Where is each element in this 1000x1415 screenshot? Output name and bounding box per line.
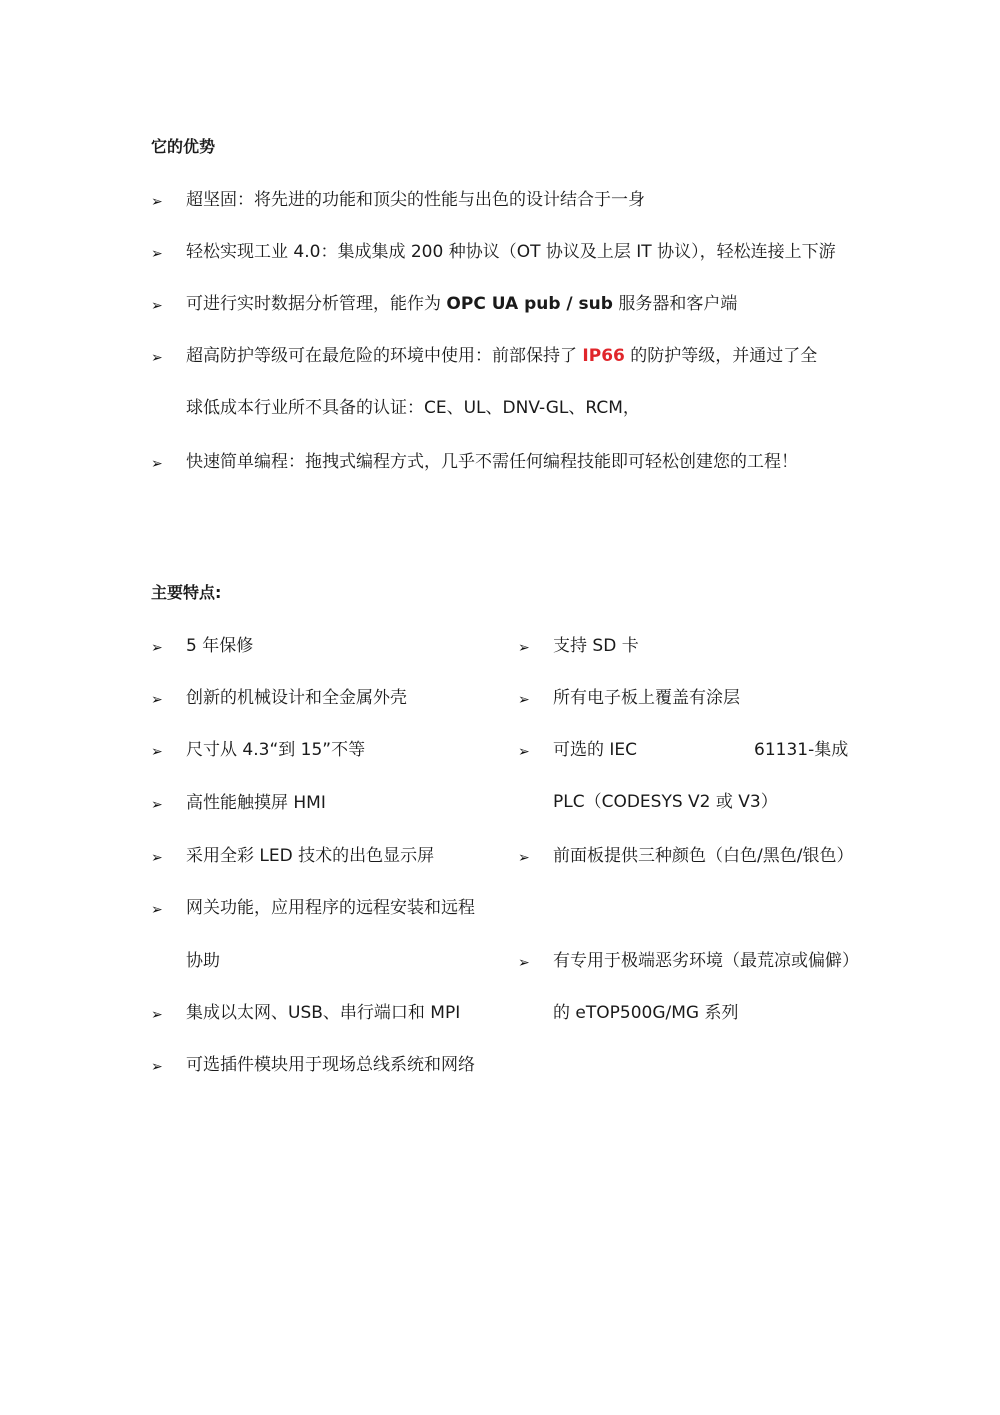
- advantage-item: 超坚固：将先进的功能和顶尖的性能与出色的设计结合于一身: [186, 190, 645, 210]
- advantage-item-text: 可进行实时数据分析管理，能作为: [186, 294, 441, 314]
- advantage-item: 快速简单编程：拖拽式编程方式，几乎不需任何编程技能即可轻松创建您的工程！: [186, 452, 798, 472]
- features-heading: 主要特点:: [151, 583, 222, 602]
- bullet-icon: ➢: [518, 692, 530, 708]
- bullet-icon: ➢: [151, 692, 163, 708]
- feature-item: 可选插件模块用于现场总线系统和网络: [186, 1055, 475, 1075]
- advantage-item: [186, 292, 737, 316]
- bullet-icon: ➢: [518, 744, 530, 760]
- bullet-icon: ➢: [151, 797, 163, 813]
- feature-item: 高性能触摸屏 HMI: [186, 793, 326, 813]
- feature-item-continuation: 协助: [186, 951, 220, 971]
- advantages-heading: 它的优势: [151, 137, 216, 156]
- feature-item: 有专用于极端恶劣环境（最荒凉或偏僻）: [553, 951, 859, 971]
- bullet-icon: ➢: [151, 850, 163, 866]
- feature-item: 所有电子板上覆盖有涂层: [553, 688, 740, 708]
- bullet-icon: ➢: [518, 955, 530, 971]
- advantage-item: [186, 344, 817, 368]
- bullet-icon: ➢: [151, 194, 163, 210]
- feature-item: 创新的机械设计和全金属外壳: [186, 688, 407, 708]
- bullet-icon: ➢: [151, 640, 163, 656]
- bullet-icon: ➢: [151, 1059, 163, 1075]
- feature-item: 采用全彩 LED 技术的出色显示屏: [186, 846, 435, 866]
- advantage-item-continuation: 球低成本行业所不具备的认证：CE、UL、DNV-GL、RCM，: [186, 398, 640, 418]
- bullet-icon: ➢: [151, 350, 163, 366]
- bullet-icon: ➢: [151, 298, 163, 314]
- feature-item-part: 61131-集成: [754, 740, 849, 760]
- bullet-icon: ➢: [518, 850, 530, 866]
- advantage-item-text: 服务器和客户端: [618, 294, 738, 314]
- bullet-icon: ➢: [151, 1007, 163, 1023]
- ip66-label: IP66: [582, 346, 625, 366]
- advantage-item-text: 的防护等级，并通过了全: [630, 346, 818, 366]
- bullet-icon: ➢: [151, 902, 163, 918]
- feature-item: 可选的 IEC: [553, 740, 638, 760]
- feature-item: 网关功能，应用程序的远程安装和远程: [186, 898, 475, 918]
- feature-item: 尺寸从 4.3“到 15”不等: [186, 740, 366, 760]
- feature-item: 5 年保修: [186, 636, 254, 656]
- bullet-icon: ➢: [151, 456, 163, 472]
- advantage-item-text: 超高防护等级可在最危险的环境中使用：前部保持了: [186, 346, 577, 366]
- bullet-icon: ➢: [151, 744, 163, 760]
- bullet-icon: ➢: [518, 640, 530, 656]
- advantage-item: 轻松实现工业 4.0：集成集成 200 种协议（OT 协议及上层 IT 协议），轻松连接上下游: [186, 242, 836, 262]
- feature-item-continuation: 的 eTOP500G/MG 系列: [553, 1003, 739, 1023]
- feature-item: 前面板提供三种颜色（白色/黑色/银色）: [553, 846, 854, 866]
- feature-item: 支持 SD 卡: [553, 636, 639, 656]
- bullet-icon: ➢: [151, 246, 163, 262]
- feature-item: 集成以太网、USB、串行端口和 MPI: [186, 1003, 461, 1023]
- opc-ua-label: OPC UA pub / sub: [446, 294, 613, 314]
- feature-item-continuation: PLC（CODESYS V2 或 V3）: [553, 792, 778, 812]
